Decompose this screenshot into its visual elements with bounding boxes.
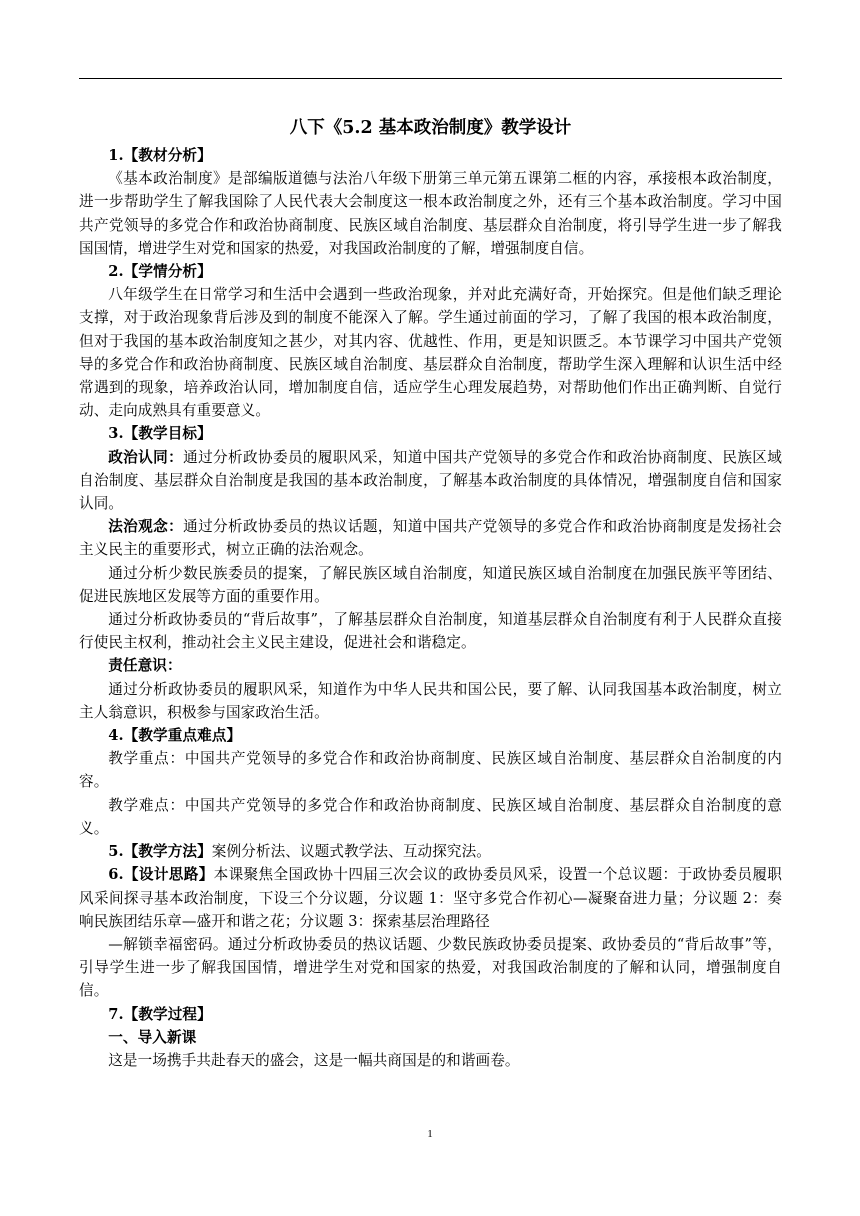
paragraph-design-continued: —解锁幸福密码。通过分析政协委员的热议话题、少数民族政协委员提案、政协委员的“背后故事”等，引导学生进一步了解我国国情，增进学生对党和国家的热爱，对我国政治制度的了解和认同，增强制度自信。 [79,935,782,1000]
paragraph-difficulty: 教学难点：中国共产党领导的多党合作和政治协商制度、民族区域自治制度、基层群众自治制度的意义。 [79,796,782,837]
paragraph-key-point: 教学重点：中国共产党领导的多党合作和政治协商制度、民族区域自治制度、基层群众自治制度的内容。 [79,750,782,791]
section-heading-key-points: 4.【教学重点难点】 [108,727,242,745]
section-heading-methods: 5.【教学方法】 [108,843,212,861]
paragraph-student-analysis: 八年级学生在日常学习和生活中会遇到一些政治现象，并对此充满好奇，开始探究。但是他们缺乏理论支撑，对于政治现象背后涉及到的制度不能深入了解。学生通过前面的学习，了解了我国的根本政治制度，但对于我国的基本政治制度知之甚少，对其内容、优越性、作用，更是知识匮乏。本节课学习中国共产党领导的多党合作和政治协商制度、民族区域自治制度、基层群众自治制度，帮助学生深入理解和认识生活中经常遇到的现象，培养政治认同，增加制度自信，适应学生心理发展趋势，对帮助他们作出正确判断、自觉行动、走向成熟具有重要意义。 [79,286,782,420]
text-design-1: 本课聚焦全国政协十四届三次会议的政协委员风采，设置一个总议题：于政协委员履职风采间探寻基本政治制度，下设三个分议题，分议题 1：坚守多党合作初心—凝聚奋进力量；分议题 2：奏响民族团结乐章—盛开和谐之花；分议题 3：探索基层治理路径 [79,866,782,930]
label-rule-of-law: 法治观念： [108,518,184,536]
section-heading-objectives: 3.【教学目标】 [108,425,212,443]
text-rule-of-law: 通过分析政协委员的热议话题，知道中国共产党领导的多党合作和政治协商制度是发扬社会主义民主的重要形式，树立正确的法治观念。 [79,518,782,559]
page-number: 1 [427,1128,433,1140]
text-methods: 案例分析法、议题式教学法、互动探究法。 [211,843,491,861]
paragraph-design [79,863,782,933]
paragraph-objective-responsibility: 通过分析政协委员的履职风采，知道作为中华人民共和国公民，要了解、认同我国基本政治制度，树立主人翁意识，积极参与国家政治生活。 [79,680,782,721]
section-heading-analysis: 1.【教材分析】 [108,147,212,164]
text-political-identity: 通过分析政协委员的履职风采，知道中国共产党领导的多党合作和政治协商制度、民族区域自治制度、基层群众自治制度是我国的基本政治制度，了解基本政治制度的具体情况，增强制度自信和国家认同。 [79,448,782,513]
paragraph-material-analysis: 《基本政治制度》是部编版道德与法治八年级下册第三单元第五课第二框的内容，承接根本政治制度，进一步帮助学生了解我国除了人民代表大会制度这一根本政治制度之外，还有三个基本政治制度。学习中国共产党领导的多党合作和政治协商制度、民族区域自治制度、基层群众自治制度，将引导学生进一步了解我国国情，增进学生对党和国家的热爱，对我国政治制度的了解，增强制度自信。 [79,170,782,257]
document-title: 八下《5.2 基本政治制度》教学设计 [289,118,572,138]
paragraph-objective-political [79,446,782,516]
paragraph-objective-ethnic: 通过分析少数民族委员的提案，了解民族区域自治制度，知道民族区域自治制度在加强民族平等团结、促进民族地区发展等方面的重要作用。 [79,564,782,605]
header-rule [79,78,782,79]
section-heading-design: 6.【设计思路】 [108,866,214,884]
document-body [79,114,782,1072]
paragraph-intro: 这是一场携手共赴春天的盛会，这是一幅共商国是的和谐画卷。 [108,1051,520,1069]
paragraph-objective-law [79,515,782,561]
section-heading-process: 7.【教学过程】 [108,1005,212,1023]
label-responsibility: 责任意识： [108,657,182,675]
paragraph-objective-grassroots: 通过分析政协委员的“背后故事”，了解基层群众自治制度，知道基层群众自治制度有利于人民群众直接行使民主权利，推动社会主义民主建设，促进社会和谐稳定。 [79,611,782,652]
section-heading-student: 2.【学情分析】 [108,263,212,281]
label-political-identity: 政治认同： [108,448,184,466]
subheading-intro: 一、导入新课 [108,1028,197,1046]
paragraph-methods [79,840,782,863]
